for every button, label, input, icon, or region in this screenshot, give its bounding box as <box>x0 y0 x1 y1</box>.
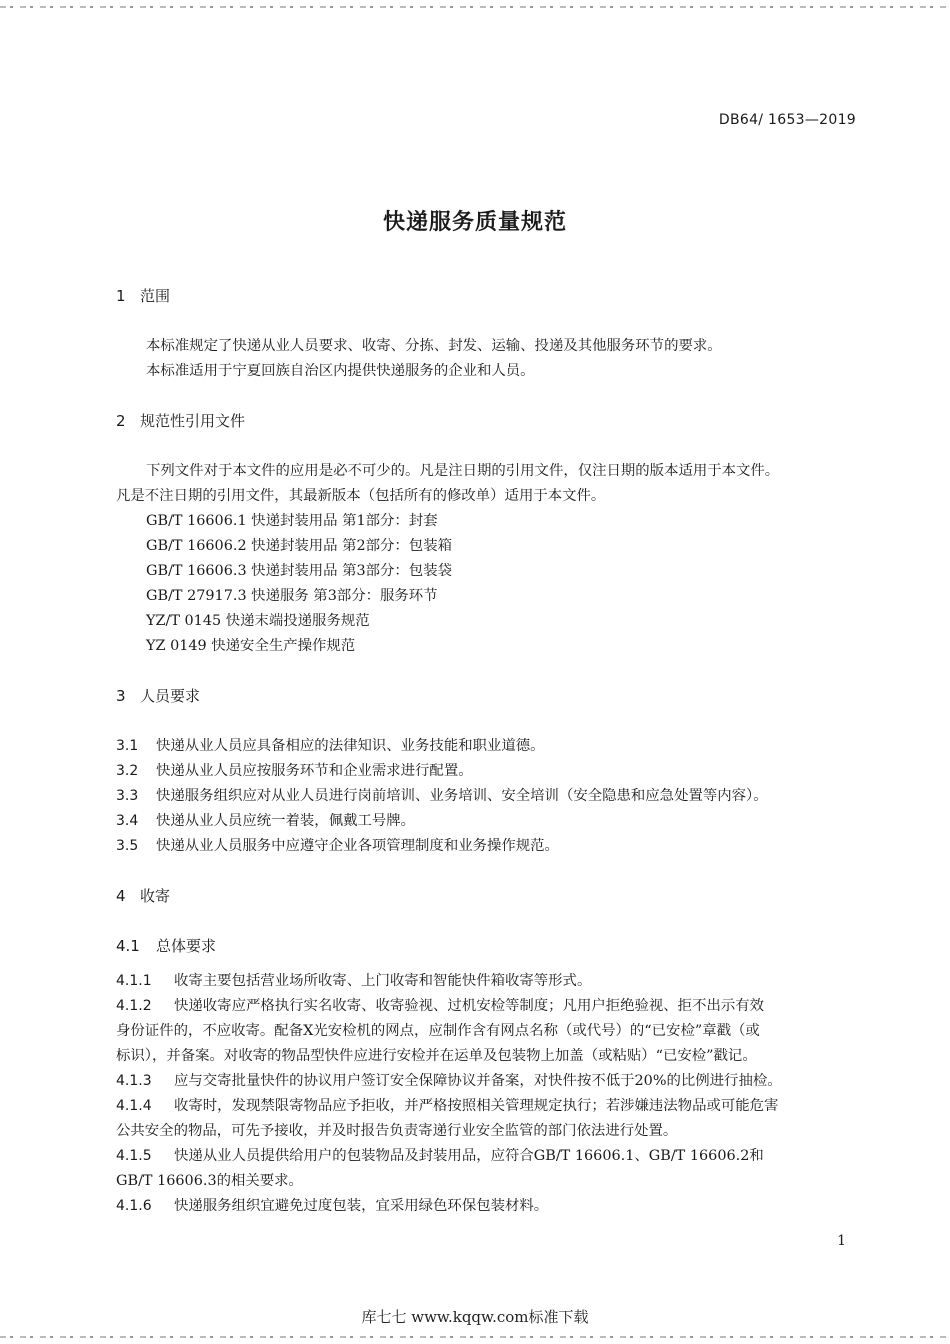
clause-4-1-3 <box>116 1069 864 1094</box>
clause-3-4 <box>116 809 864 834</box>
clause-4-1-4 <box>116 1094 864 1119</box>
paragraph: 凡是不注日期的引用文件，其最新版本（包括所有的修改单）适用于本文件。 <box>116 488 606 504</box>
clause-number: 4.1.3 <box>116 1073 152 1089</box>
reference-item: GB/T 27917.3 快递服务 第3部分：服务环节 <box>146 588 438 604</box>
scan-artifact-bottom <box>0 1336 950 1338</box>
clause-4-1-6 <box>116 1194 864 1219</box>
section-title: 收寄 <box>140 887 171 905</box>
clause-4-1-1 <box>116 969 864 994</box>
clause-continuation: 身份证件的，不应收寄。配备X光安检机的网点，应制作含有网点名称（或代号）的“已安检”章戳（或 <box>116 1023 760 1039</box>
clause-3-1 <box>116 734 864 759</box>
document-title: 快递服务质量规范 <box>382 210 567 235</box>
clause-text: 快递服务组织宜避免过度包装，宜采用绿色环保包装材料。 <box>174 1198 549 1214</box>
clause-number: 3.4 <box>116 813 139 829</box>
clause-number: 3.3 <box>116 788 139 804</box>
clause-text: 快递服务组织应对从业人员进行岗前培训、业务培训、安全培训（安全隐患和应急处置等内容）。 <box>156 788 768 804</box>
section-number: 2 <box>116 412 126 430</box>
clause-text: 快递从业人员服务中应遵守企业各项管理制度和业务操作规范。 <box>156 838 559 854</box>
subsection-title: 总体要求 <box>156 937 217 955</box>
clause-number: 3.2 <box>116 763 139 779</box>
clause-number: 3.1 <box>116 738 139 754</box>
section-title: 人员要求 <box>140 687 201 705</box>
paragraph: 本标准规定了快递从业人员要求、收寄、分拣、封发、运输、投递及其他服务环节的要求。 <box>146 338 722 354</box>
clause-number: 4.1.1 <box>116 973 152 989</box>
section-title: 范围 <box>140 287 171 305</box>
clause-number: 4.1.4 <box>116 1098 152 1114</box>
section-number: 1 <box>116 287 126 305</box>
section-1-heading <box>116 284 864 309</box>
clause-number: 3.5 <box>116 838 139 854</box>
clause-text: 快递从业人员应统一着装，佩戴工号牌。 <box>156 813 416 829</box>
reference-item: GB/T 16606.3 快递封装用品 第3部分：包装袋 <box>146 563 452 579</box>
reference-item: YZ/T 0145 快递末端投递服务规范 <box>146 613 370 629</box>
subsection-number: 4.1 <box>116 937 140 955</box>
clause-number: 4.1.6 <box>116 1198 152 1214</box>
subsection-4-1-heading <box>116 934 864 959</box>
clause-text: 快递从业人员应按服务环节和企业需求进行配置。 <box>156 763 473 779</box>
clause-text: 快递从业人员应具备相应的法律知识、业务技能和职业道德。 <box>156 738 545 754</box>
clause-text: 快递收寄应严格执行实名收寄、收寄验视、过机安检等制度；凡用户拒绝验视、拒不出示有效 <box>174 998 765 1014</box>
page-number: 1 <box>837 1233 846 1249</box>
section-2-heading <box>116 409 864 434</box>
reference-item: GB/T 16606.1 快递封装用品 第1部分：封套 <box>146 513 438 529</box>
clause-text: 收寄时，发现禁限寄物品应予拒收，并严格按照相关管理规定执行；若涉嫌违法物品或可能危害 <box>174 1098 779 1114</box>
clause-3-2 <box>116 759 864 784</box>
reference-item: YZ 0149 快递安全生产操作规范 <box>146 638 356 654</box>
clause-continuation: 公共安全的物品，可先予接收，并及时报告负责寄递行业安全监管的部门依法进行处置。 <box>116 1123 678 1139</box>
section-number: 4 <box>116 887 126 905</box>
clause-text: 收寄主要包括营业场所收寄、上门收寄和智能快件箱收寄等形式。 <box>174 973 592 989</box>
clause-number: 4.1.2 <box>116 998 152 1014</box>
clause-text: 应与交寄批量快件的协议用户签订安全保障协议并备案，对快件按不低于20%的比例进行抽检。 <box>174 1073 782 1089</box>
clause-3-3 <box>116 784 864 809</box>
standard-code: DB64/ 1653—2019 <box>718 112 856 128</box>
section-title: 规范性引用文件 <box>140 412 246 430</box>
document-body <box>116 284 864 1219</box>
clause-3-5 <box>116 834 864 859</box>
watermark-text: 库七七 www.kqqw.com标准下载 <box>361 1308 589 1326</box>
paragraph: 本标准适用于宁夏回族自治区内提供快递服务的企业和人员。 <box>146 363 535 379</box>
section-number: 3 <box>116 687 126 705</box>
scan-artifact-top <box>0 6 950 8</box>
clause-text: 快递从业人员提供给用户的包装物品及封装用品，应符合GB/T 16606.1、GB/T 16606.2和 <box>174 1148 764 1164</box>
section-3-heading <box>116 684 864 709</box>
clause-continuation: GB/T 16606.3的相关要求。 <box>116 1173 303 1189</box>
clause-continuation: 标识），并备案。对收寄的物品型快件应进行安检并在运单及包装物上加盖（或粘贴）“已安检”戳记。 <box>116 1048 757 1064</box>
clause-number: 4.1.5 <box>116 1148 152 1164</box>
section-4-heading <box>116 884 864 909</box>
clause-4-1-2 <box>116 994 864 1019</box>
clause-4-1-5 <box>116 1144 864 1169</box>
paragraph: 下列文件对于本文件的应用是必不可少的。凡是注日期的引用文件，仅注日期的版本适用于本文件。 <box>146 463 780 479</box>
reference-item: GB/T 16606.2 快递封装用品 第2部分：包装箱 <box>146 538 452 554</box>
